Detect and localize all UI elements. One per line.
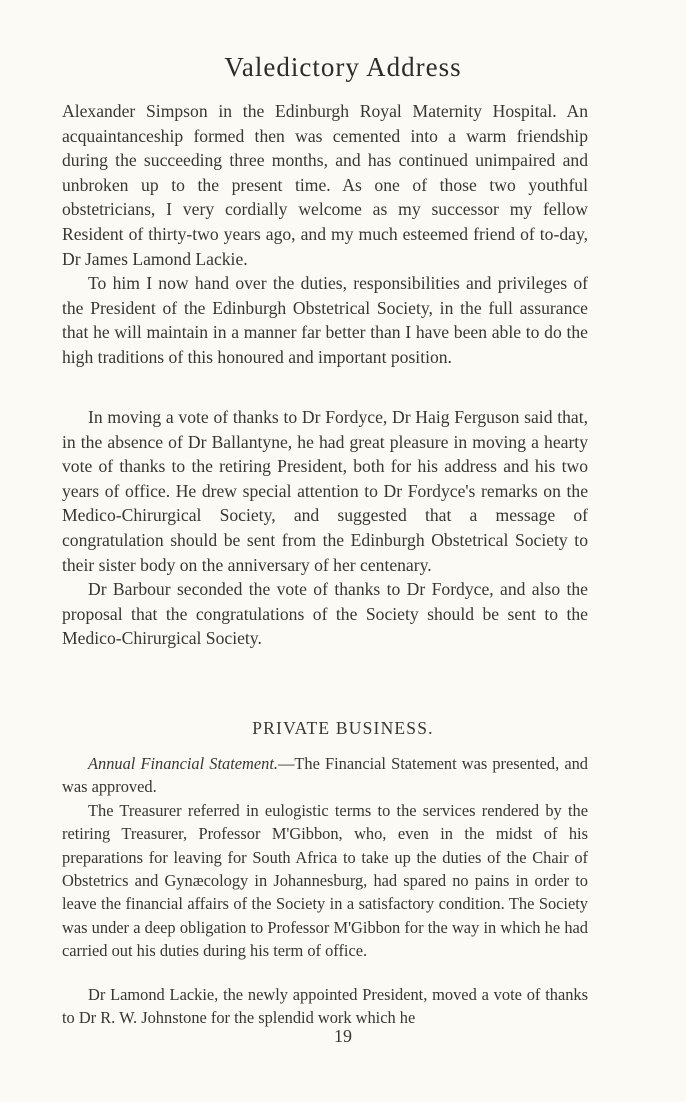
address-conclusion <box>62 99 588 370</box>
paragraph: To him I now hand over the duties, responsibilities and privileges of the President of the Edinburgh Obstetrical Society, in the full assurance that he will maintain in a manner far better than I have been able to do the high traditions of this honoured and important position. <box>62 273 588 367</box>
private-business-text <box>62 752 588 963</box>
section-heading: PRIVATE BUSINESS. <box>252 718 434 738</box>
paragraph <box>62 752 588 799</box>
paragraph: Dr Lamond Lackie, the newly appointed President, moved a vote of thanks to Dr R. W. Johnstone for the splendid work which he <box>62 985 588 1028</box>
running-head: Valedictory Address <box>224 52 462 82</box>
statement-text: —The Financial Statement was presented, and was approved. <box>62 754 588 797</box>
paragraph: Dr Barbour seconded the vote of thanks to Dr Fordyce, and also the proposal that the congratulations of the Society should be sent to the Medico-Chirurgical Society. <box>62 579 588 649</box>
paragraph: In moving a vote of thanks to Dr Fordyce, Dr Haig Ferguson said that, in the absence of Dr Ballantyne, he had great pleasure in moving a hearty vote of thanks to the retiring President, both for his address and his two years of office. He drew special attention to Dr Fordyce's remarks on the Medico-Chirurgical Society, and suggested that a message of congratulation should be sent from the Edinburgh Obstetrical Society to their sister body on the anniversary of her centenary. <box>62 407 588 575</box>
page-number: 19 <box>334 1026 352 1046</box>
paragraph: Alexander Simpson in the Edinburgh Royal Maternity Hospital. An acquaintanceship formed then was cemented into a warm friendship during the succeeding three months, and has continued unimpaired and unbroken up to the present time. As one of those two youthful obstetricians, I very cordially welcome as my successor my fellow Resident of thirty-two years ago, and my much esteemed friend of to-day, Dr James Lamond Lackie. <box>62 101 588 269</box>
private-business-continued <box>62 983 588 1030</box>
vote-of-thanks <box>62 405 588 651</box>
statement-title: Annual Financial Statement. <box>88 754 279 773</box>
paragraph: The Treasurer referred in eulogistic terms to the services rendered by the retiring Treasurer, Professor M'Gibbon, who, even in the midst of his preparations for leaving for South Africa to take up the duties of the Chair of Obstetrics and Gynæcology in Johannesburg, had spared no pains in order to leave the financial affairs of the Society in a satisfactory condition. The Society was under a deep obligation to Professor M'Gibbon for the way in which he had carried out his duties during his term of office. <box>62 800 588 961</box>
